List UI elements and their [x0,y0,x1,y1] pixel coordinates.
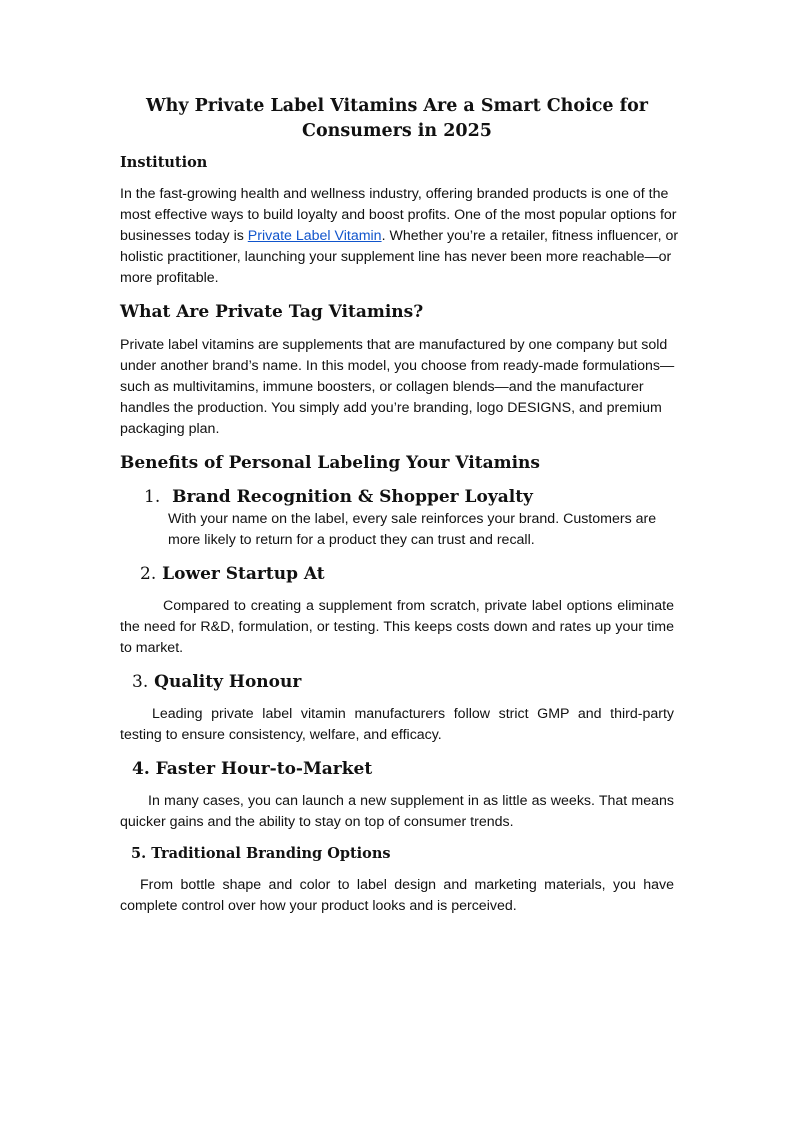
benefit-1-heading [144,485,533,509]
what-paragraph: Private label vitamins are supplements that are manufactured by one company but sold under another brand’s name. In this model, you choose from ready-made formulations—such as multivitamins, immune boosters, or collagen blends—and the manufacturer handles the production. You simply add you’re branding, logo DESIGNS, and premium packaging plan. [120,337,675,437]
benefit-3-title: Quality Honour [154,672,302,692]
benefit-2-heading [140,562,325,586]
intro-text-before-link: In the fast-growing health and wellness industry, offering branded products is one of the most effective ways to build loyalty and boost profits. One of the most popular options for businesses today is [120,186,677,244]
benefit-3-text: Leading private label vitamin manufacturers follow strict GMP and third-party testing to ensure consistency, welfare, and efficacy. [120,706,674,743]
benefit-2-text: Compared to creating a supplement from scratch, private label options eliminate the need for R&D, formulation, or testing. This keeps costs down and rates up your time to market. [120,598,674,656]
benefit-4-title: Faster Hour-to-Market [155,759,373,779]
benefit-3-heading [132,670,301,694]
benefit-4-text: In many cases, you can launch a new supplement in as little as weeks. That means quicker gains and the ability to stay on top of consumer trends. [120,793,674,830]
benefit-1-title: Brand Recognition & Shopper Loyalty [172,487,533,507]
intro-text-after-link: . Whether you’re a retailer, fitness influencer, or holistic practitioner, launching your supplement line has never been more reachable—or more profitable. [120,228,679,286]
benefit-3-number: 3. [132,672,149,692]
benefit-1-number: 1. [144,487,161,507]
private-label-vitamin-link[interactable]: Private Label Vitamin [247,228,382,244]
what-heading: What Are Private Tag Vitamins? [120,302,424,322]
intro-paragraph [120,184,680,289]
benefit-5-number: 5. [131,845,147,862]
intro-heading: Institution [120,154,208,171]
benefit-5-text: From bottle shape and color to label design and marketing materials, you have complete control over how your product looks and is perceived. [120,877,674,914]
benefit-1-text: With your name on the label, every sale reinforces your brand. Customers are more likely to return for a product they can trust and recall. [168,511,657,548]
benefits-heading: Benefits of Personal Labeling Your Vitamins [120,453,540,473]
benefit-4-number: 4. [132,759,150,779]
benefit-4-heading [132,757,372,781]
benefit-2-title: Lower Startup At [162,564,325,584]
benefit-5-title: Traditional Branding Options [151,845,391,862]
benefit-5-heading [131,844,391,864]
benefit-2-number: 2. [140,564,157,584]
page-title: Why Private Label Vitamins Are a Smart Choice for Consumers in 2025 [145,96,649,141]
